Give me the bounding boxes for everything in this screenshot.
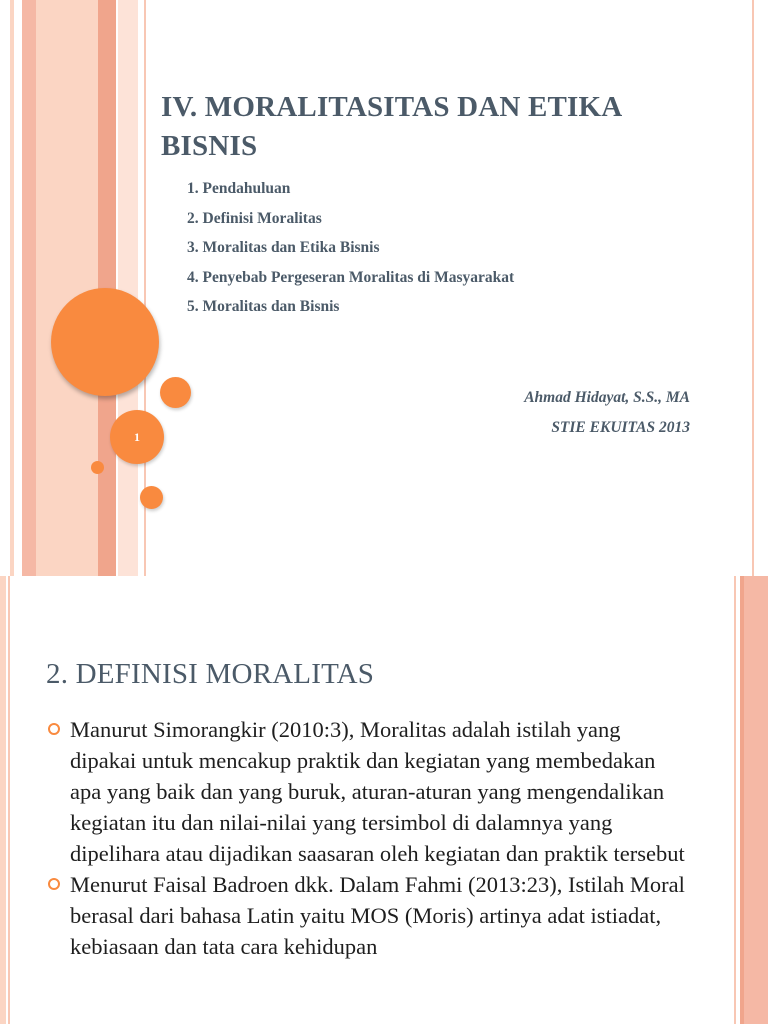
institution: STIE EKUITAS 2013 <box>551 419 690 436</box>
page-number: 1 <box>134 429 140 444</box>
list-item-text: Menurut Faisal Badroen dkk. Dalam Fahmi (2013:23), Istilah Moral berasal dari bahasa Latin yaitu MOS (Moris) artinya adat istiadat, kebiasaan dan tata cara kehidupan <box>70 872 685 959</box>
bullet-icon <box>48 878 60 890</box>
author-name: Ahmad Hidayat, S.S., MA <box>524 389 690 406</box>
divider-line <box>752 0 754 576</box>
decorative-circle <box>160 377 191 408</box>
decorative-stripe <box>118 0 138 576</box>
bullet-icon <box>48 723 60 735</box>
agenda-item: 5. Moralitas dan Bisnis <box>187 298 340 316</box>
decorative-stripe <box>10 0 14 576</box>
list-item-text: Manurut Simorangkir (2010:3), Moralitas adalah istilah yang dipakai untuk mencakup praktik dan kegiatan yang membedakan apa yang baik dan yang buruk, aturan-aturan yang mengendalikan kegiatan itu dan nilai-nilai yang tersimbol di dalamnya yang dipelihara atau dijadikan saasaran oleh kegiatan dan praktik tersebut <box>70 717 685 866</box>
decorative-circle <box>140 486 163 509</box>
agenda-list <box>187 178 514 326</box>
decorative-stripe <box>22 0 36 576</box>
divider-line <box>734 576 736 1024</box>
agenda-item: 1. Pendahuluan <box>187 180 291 197</box>
decorative-stripe <box>8 576 10 1024</box>
decorative-circle-small <box>91 461 104 474</box>
decorative-stripe <box>36 0 98 576</box>
slide-title: 2. DEFINISI MORALITAS <box>46 658 375 690</box>
decorative-circle-large <box>51 288 159 396</box>
list-item <box>46 714 686 869</box>
decorative-stripe <box>0 576 6 1024</box>
decorative-stripe <box>744 576 768 1024</box>
slide-title: IV. MORALITASITAS DAN ETIKA BISNIS <box>161 91 621 162</box>
agenda-item: 3. Moralitas dan Etika Bisnis <box>187 239 380 257</box>
agenda-item: 4. Penyebab Pergeseran Moralitas di Masyarakat <box>187 268 515 286</box>
list-item <box>46 869 686 962</box>
definition-list <box>46 714 686 962</box>
agenda-item: 2. Definisi Moralitas <box>187 209 322 227</box>
author-block <box>524 383 690 443</box>
